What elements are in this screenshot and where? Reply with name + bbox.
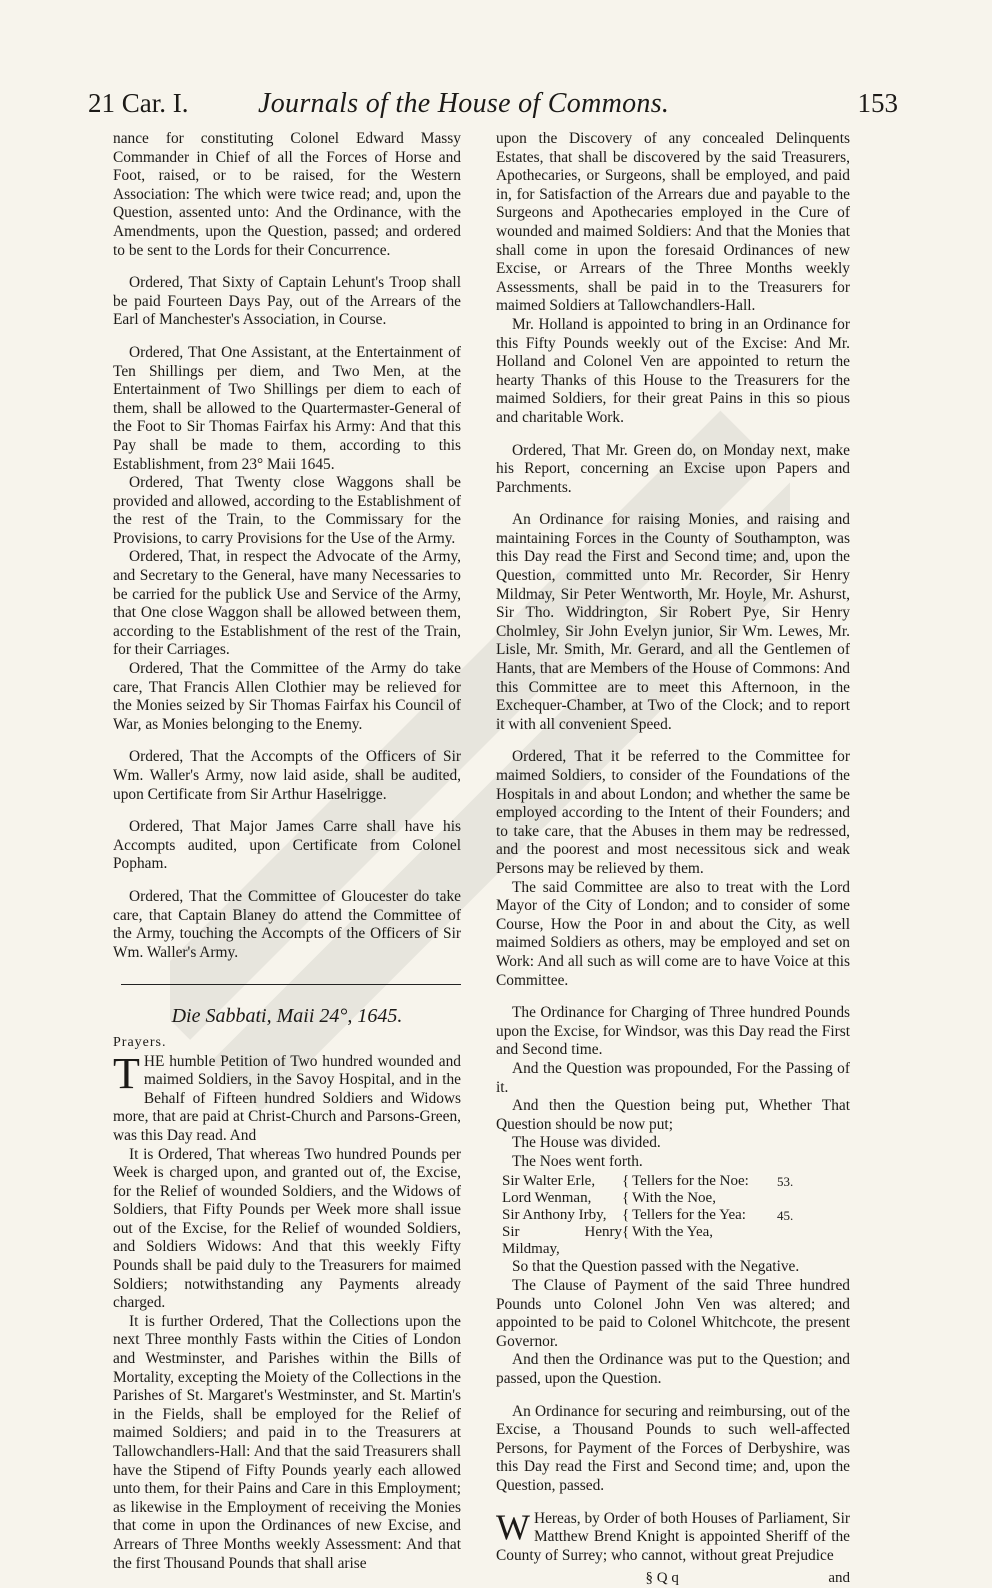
right-column (496, 130, 850, 1588)
petition-text: HE humble Petition of Two hundred wounded and maimed Soldiers, in the Savoy Hospital, and in the Behalf of Fifteen hundred Soldiers and Widows more, that are paid at Christ-Church and Parsons-Green, was this Day read. And (113, 1052, 461, 1144)
teller-label: Tellers for the Yea: (632, 1207, 746, 1224)
signature-text: § Q q (645, 1570, 679, 1587)
entry-paragraph: Ordered, That Sixty of Captain Lehunt's Troop shall be paid Fourteen Days Pay, out of the Arrears of the Earl of Manchester's Association, in Course. (113, 274, 461, 329)
left-column (113, 130, 461, 1573)
entry-paragraph: An Ordinance for securing and reimbursing, out of the Excise, a Thousand Pounds to such well-affected Persons, for Payment of the Forces of Derbyshire, was this Day read the First and Second time; and, upon the Question, passed. (496, 1402, 850, 1494)
entry-paragraph: Ordered, That Mr. Green do, on Monday next, make his Report, concerning an Excise upon Papers and Parchments. (496, 441, 850, 496)
date-heading: Die Sabbati, Maii 24°, 1645. (171, 1005, 403, 1028)
vote-count: 45. (777, 1208, 794, 1224)
entry-paragraph: upon the Discovery of any concealed Delinquents Estates, that shall be discovered by the said Treasurers, Apothecaries, or Surgeons, shall be employed, and paid in, for Satisfaction of the Arrears due and payable to the Surgeons and Apothecaries employed in the Cure of wounded and maimed Soldiers: And that the Monies that shall come in upon the foresaid Ordinances of new Excise, or Arrears of the Three Months weekly Assessments, shall be paid in to the Treasurers for maimed Soldiers at Tallowchandlers-Hall. (496, 130, 850, 315)
journal-title: Journals of the House of Commons. (258, 88, 670, 119)
drop-cap: W (496, 1506, 530, 1547)
entry-paragraph: The Ordinance for Charging of Three hundred Pounds upon the Excise, for Windsor, was this Day read the First and Second time. (496, 1004, 850, 1059)
brace: { (622, 1190, 630, 1207)
entry-paragraph: The Noes went forth. (512, 1152, 643, 1170)
teller-label: Tellers for the Noe: (632, 1173, 749, 1190)
teller-name: Sir Anthony Irby, (502, 1207, 607, 1224)
brace: { (622, 1207, 630, 1224)
teller-label: With the Yea, (632, 1224, 714, 1241)
section-divider (121, 984, 461, 985)
entry-paragraph: Ordered, That the Accompts of the Officers of Sir Wm. Waller's Army, now laid aside, shall be audited, upon Certificate from Sir Arthur Haselrigge. (113, 748, 461, 803)
prayers-label: Prayers. (113, 1034, 167, 1050)
brace: { (622, 1173, 630, 1190)
drop-cap: T (113, 1048, 140, 1098)
division-tellers (496, 1173, 850, 1258)
teller-label: With the Noe, (632, 1190, 716, 1207)
entry-paragraph: It is Ordered, That whereas Two hundred Pounds per Week is charged upon, and granted out of, the Excise, for the Relief of wounded Soldiers, and the Widows of Soldiers, that Fifty Pounds per Week more shall issue out of the Excise, for the Relief of wounded Soldiers, and Soldiers Widows: And that this weekly Fifty Pounds shall be paid duly to the Treasurers for maimed Soldiers; notwithstanding any Payments already charged. (113, 1145, 461, 1312)
entry-paragraph: And then the Question being put, Whether That Question should be now put; (496, 1097, 850, 1133)
page-header (88, 88, 898, 128)
regnal-year: 21 Car. I. (88, 88, 189, 118)
entry-paragraph: Ordered, That, in respect the Advocate of the Army, and Secretary to the General, have many Necessaries to be carried for the publick Use and Service of the Army, that One close Waggon shall be allowed between them, according to the Establishment of the rest of the Train, for their Carriages. (113, 548, 461, 659)
entry-paragraph: It is further Ordered, That the Collections upon the next Three monthly Fasts within the Cities of London and Westminster, and Parishes within the Bills of Mortality, excepting the Moiety of the Collections in the Parishes of St. Margaret's Westminster, and St. Martin's in the Fields, shall be employed for the Relief of maimed Soldiers; and paid in to the Treasurers at Tallowchandlers-Hall: And that the said Treasurers shall have the Stipend of Fifty Pounds yearly each allowed unto them, for their Pains and Care in this Employment; as likewise in the Employment of receiving the Monies that come in upon the Ordinances of new Excise, and Arrears of Three Months weekly Assessment: And that the first Thousand Pounds that shall arise (113, 1312, 461, 1572)
whereas-paragraph (496, 1506, 850, 1566)
entry-paragraph: Ordered, That Twenty close Waggons shall be provided and allowed, according to the Establishment of the rest of the Train, to the Commissary for the Provisions, to carry Provisions for the Use of the Army. (113, 474, 461, 547)
brace: { (622, 1224, 630, 1241)
entry-paragraph: Ordered, That One Assistant, at the Entertainment of Ten Shillings per diem, and Two Men, at the Entertainment of Two Shillings per diem to each of them, shall be allowed to the Quartermaster-General of the Foot to Sir Thomas Fairfax his Army: And that this Pay shall be made to them, according to this Establishment, from 23° Maii 1645. (113, 343, 461, 473)
teller-row (496, 1224, 850, 1258)
entry-paragraph: Mr. Holland is appointed to bring in an Ordinance for this Fifty Pounds weekly out of the Excise: And Mr. Holland and Colonel Ven are appointed to return the hearty Thanks of this House to the Treasurers for the maimed Soldiers, for their great Pains in this so pious and charitable Work. (496, 315, 850, 426)
entry-paragraph: And the Question was propounded, For the Passing of it. (496, 1059, 850, 1096)
teller-name: Sir Walter Erle, (502, 1173, 596, 1190)
entry-paragraph: So that the Question passed with the Negative. (512, 1258, 800, 1276)
entry-paragraph: Ordered, That the Committee of the Army do take care, That Francis Allen Clothier may be relieved for the Monies seized by Sir Thomas Fairfax his Council of War, as Monies belonging to the Enemy. (113, 660, 461, 733)
whereas-text: Hereas, by Order of both Houses of Parliament, Sir Matthew Brend Knight is appointed Sheriff of the County of Surrey; who cannot, without great Prejudice (496, 1509, 850, 1564)
teller-row (496, 1173, 850, 1190)
entry-paragraph: The House was divided. (512, 1134, 661, 1152)
teller-row (496, 1190, 850, 1207)
catchword: and (828, 1570, 850, 1587)
entry-paragraph: The said Committee are also to treat with the Lord Mayor of the City of London; and to consider of some Course, How the Poor in and about the City, as well maimed Soldiers as others, may be employed and set on Work: And all such as will come are to have Voice at this Committee. (496, 878, 850, 989)
vote-count (777, 1190, 807, 1207)
page-number: 153 (857, 88, 898, 118)
entry-paragraph: The Clause of Payment of the said Three hundred Pounds unto Colonel John Ven was altered; and appointed to be paid to Colonel Whitchcote, the present Governor. (496, 1277, 850, 1350)
teller-name: Sir Henry Mildmay, (502, 1224, 622, 1258)
entry-paragraph: nance for constituting Colonel Edward Massy Commander in Chief of all the Forces of Horse and Foot, raised, or to be raised, for the Western Association: The which were twice read; and, upon the Question, assented unto: And the Ordinance, with the Amendments, upon the Question, passed; and ordered to be sent to the Lords for their Concurrence. (113, 130, 461, 259)
vote-count: 53. (777, 1174, 794, 1190)
teller-row (496, 1207, 850, 1224)
entry-paragraph: Ordered, That Major James Carre shall have his Accompts audited, upon Certificate from Colonel Popham. (113, 818, 461, 873)
petition-paragraph (113, 1048, 461, 1146)
teller-name: Lord Wenman, (502, 1190, 592, 1207)
entry-paragraph: Ordered, That the Committee of Gloucester do take care, that Captain Blaney do attend the Committee of the Army, touching the Accompts of the Officers of Sir Wm. Waller's Army. (113, 887, 461, 961)
entry-paragraph: An Ordinance for raising Monies, and raising and maintaining Forces in the County of Southampton, was this Day read the First and Second time; and, upon the Question, committed unto Mr. Recorder, Sir Henry Mildmay, Sir Peter Wentworth, Mr. Hoyle, Mr. Ashurst, Sir Tho. Widdrington, Sir Robert Pye, Sir Henry Cholmley, Sir John Evelyn junior, Sir Wm. Lewes, Mr. Lisle, Mr. Smith, Mr. Gerard, and all the Gentlemen of Hants, that are Members of the House of Commons: And this Committee are to meet this Afternoon, in the Exchequer-Chamber, at Two of the Clock; and to report it with all convenient Speed. (496, 511, 850, 733)
signature-mark (496, 1569, 850, 1588)
vote-count (777, 1224, 807, 1258)
entry-paragraph: Ordered, That it be referred to the Committee for maimed Soldiers, to consider of the Foundations of the Hospitals in and about London; and whether the same be employed according to the Intent of their Founders; and to take care, that the Abuses in them may be redressed, and the poorest and most necessitous sick and weak Persons may be relieved by them. (496, 748, 850, 877)
entry-paragraph: And then the Ordinance was put to the Question; and passed, upon the Question. (496, 1351, 850, 1388)
